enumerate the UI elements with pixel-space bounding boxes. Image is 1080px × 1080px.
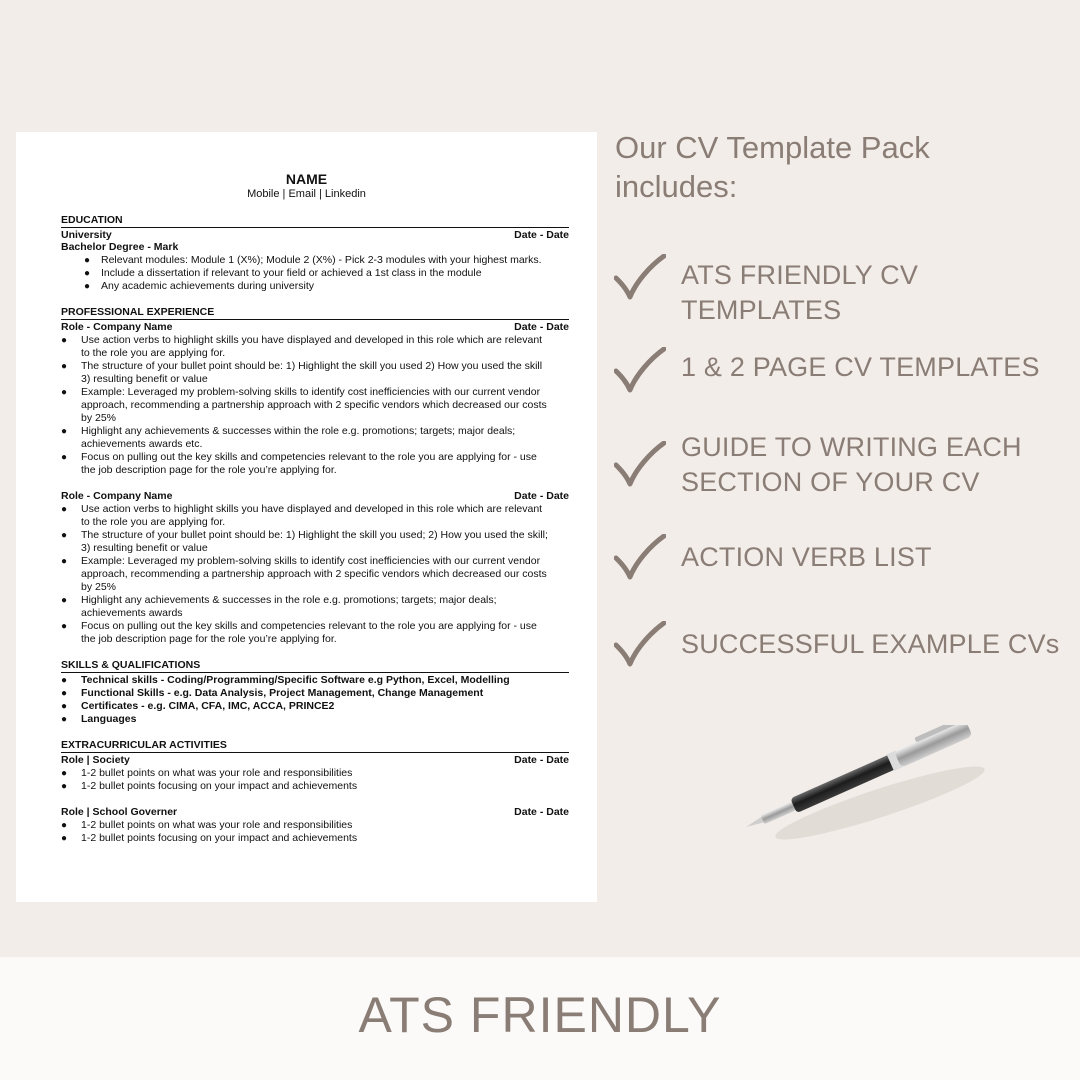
list-item: Highlight any achievements & successes within the role e.g. promotions; targets; major deals;	[81, 425, 516, 437]
list-item: the job description page for the role you’re applying for.	[81, 464, 337, 476]
list-item: Relevant modules: Module 1 (X%); Module 2 (X%) - Pick 2-3 modules with your highest marks.	[101, 254, 542, 266]
skills-heading: SKILLS & QUALIFICATIONS	[61, 659, 569, 673]
role-date: Date - Date	[514, 321, 569, 333]
university-label: University	[61, 229, 112, 241]
list-item: 1-2 bullet points focusing on your impact and achievements	[81, 780, 358, 792]
education-heading: EDUCATION	[61, 214, 569, 228]
check-icon	[614, 621, 666, 667]
list-item: Focus on pulling out the key skills and competencies relevant to the role you are applying for - use	[81, 451, 537, 463]
pack-item-guide-line1: GUIDE TO WRITING EACH	[681, 432, 1022, 462]
list-item: to the role you are applying for.	[81, 516, 226, 528]
banner-title: ATS FRIENDLY	[358, 987, 722, 1043]
list-item: Use action verbs to highlight skills you have displayed and developed in this role which are relevant	[81, 334, 543, 346]
extracurricular-role-row	[61, 754, 569, 767]
list-item: achievements awards	[81, 607, 183, 619]
experience-role-row	[61, 321, 569, 334]
list-item: Functional Skills - e.g. Data Analysis, Project Management, Change Management	[81, 687, 484, 699]
experience-heading: PROFESSIONAL EXPERIENCE	[61, 306, 569, 320]
list-item: Technical skills - Coding/Programming/Specific Software e.g Python, Excel, Modelling	[81, 674, 510, 686]
pack-item-verbs: ACTION VERB LIST	[681, 542, 932, 572]
pack-item-examples: SUCCESSFUL EXAMPLE CVs	[681, 629, 1060, 659]
pack-item-ats: ATS FRIENDLY CV TEMPLATES	[681, 260, 919, 325]
education-date: Date - Date	[514, 229, 569, 241]
list-item: The structure of your bullet point should be: 1) Highlight the skill you used; 2) How you used the skill;	[81, 529, 548, 541]
role-title: Role | Society	[61, 754, 130, 766]
check-icon	[614, 254, 666, 300]
degree-label: Bachelor Degree - Mark	[61, 241, 179, 253]
check-icon	[614, 347, 666, 393]
cv-document: NAME Mobile | Email | Linkedin EDUCATION University Date - Date Bachelor Degree - Mark ● Relevant modules: Module 1 (X%); Module 2 (X%) - Pick 2-3 modules with your highest marks. ● Include a dissertation if relevant to your field or achieved a 1st class in the module ● Any academic achievements during university PROFESSIONAL EXPERIENCE Role - Company Name Date - Date ● Use action verbs to highlight skills you have displayed and developed in this role which are relevant to the role you are applying for. ● The structure of your bullet point should be: 1) Highlight the skill you used 2) How you used the skill 3) resulting benefit or value ● Example: Leveraged my problem-solving skills to identify cost inefficiencies with our current vendor approach, recommending a partnership approach with 2 specific vendors which decreased our costs by 25% ● Highlight any achievements & successes within the role e.g. promotions; targets; major deals; achievements awards etc. ● Focus on pulling out the key skills and competencies relevant to the role you are applying for - use the job description page for the role you’re applying for. Role - Company Name Date - Date ● Use action verbs to highlight skills you have displayed and developed in this role which are relevant to the role you are applying for. ● The structure of your bullet point should be: 1) Highlight the skill you used; 2) How you used the skill; 3) resulting benefit or value ● Example: Leveraged my problem-solving skills to identify cost inefficiencies with our current vendor approach, recommending a partnership approach with 2 specific vendors which decreased our costs by 25% ● Highlight any achievements & successes in the role e.g. promotions; targets; major deals; achievements awards ● Focus on pulling out the key skills and competencies relevant to the role you are applying for - use the job description page for the role you’re applying for. SKILLS & QUALIFICATIONS ● Technical skills - Coding/Programming/Specific Software e.g Python, Excel, Modelling ● Functional Skills - e.g. Data Analysis, Project Management, Change Management ● Certificates - e.g. CIMA, CFA, IMC, ACCA, PRINCE2 ● Languages EXTRACURRICULAR ACTIVITIES Role | Society Date - Date ● 1-2 bullet points on what was your role and responsibilities ● 1-2 bullet points focusing on your impact and achievements Role | School Governer Date - Date ● 1-2 bullet points on what was your role and responsibilities ● 1-2 bullet points focusing on your impact and achievements	[16, 132, 597, 902]
list-item: Use action verbs to highlight skills you have displayed and developed in this role which are relevant	[81, 503, 543, 515]
list-item: Example: Leveraged my problem-solving skills to identify cost inefficiencies with our current vendor	[81, 386, 541, 398]
role-date: Date - Date	[514, 754, 569, 766]
list-item: approach, recommending a partnership approach with 2 specific vendors which decreased our costs	[81, 568, 547, 580]
list-item: Languages	[81, 713, 137, 725]
list-item: to the role you are applying for.	[81, 347, 226, 359]
check-icon	[614, 534, 666, 580]
pack-item-guide-line2: SECTION OF YOUR CV	[681, 467, 980, 497]
experience-role-row	[61, 490, 569, 503]
list-item: 1-2 bullet points focusing on your impact and achievements	[81, 832, 358, 844]
list-item: Any academic achievements during university	[101, 280, 315, 292]
list-item: by 25%	[81, 412, 117, 424]
list-item: the job description page for the role you’re applying for.	[81, 633, 337, 645]
role-title: Role | School Governer	[61, 806, 178, 818]
extracurricular-heading: EXTRACURRICULAR ACTIVITIES	[61, 739, 569, 753]
bottom-banner	[0, 957, 1080, 1080]
list-item: by 25%	[81, 581, 117, 593]
role-title: Role - Company Name	[61, 490, 173, 502]
pack-heading	[615, 128, 1055, 206]
list-item: The structure of your bullet point should be: 1) Highlight the skill you used 2) How you used the skill	[81, 360, 543, 372]
list-item: 3) resulting benefit or value	[81, 373, 208, 385]
list-item: 3) resulting benefit or value	[81, 542, 208, 554]
list-item: achievements awards etc.	[81, 438, 203, 450]
list-item: Highlight any achievements & successes in the role e.g. promotions; targets; major deals;	[81, 594, 497, 606]
cv-contact: Mobile | Email | Linkedin	[247, 188, 366, 200]
pack-heading-line1: Our CV Template Pack	[615, 130, 930, 165]
list-item: Certificates - e.g. CIMA, CFA, IMC, ACCA, PRINCE2	[81, 700, 335, 712]
extracurricular-role-row	[61, 806, 569, 819]
pack-heading-line2: includes:	[615, 169, 738, 204]
list-item: Focus on pulling out the key skills and competencies relevant to the role you are applying for - use	[81, 620, 537, 632]
list-item: 1-2 bullet points on what was your role and responsibilities	[81, 819, 353, 831]
cv-name: NAME	[285, 171, 328, 187]
list-item: 1-2 bullet points on what was your role and responsibilities	[81, 767, 353, 779]
pen-icon	[740, 725, 1000, 845]
list-item: Include a dissertation if relevant to your field or achieved a 1st class in the module	[101, 267, 482, 279]
role-date: Date - Date	[514, 806, 569, 818]
check-icon	[614, 441, 666, 487]
list-item: approach, recommending a partnership approach with 2 specific vendors which decreased our costs	[81, 399, 547, 411]
pack-item-pages: 1 & 2 PAGE CV TEMPLATES	[681, 352, 1040, 382]
role-date: Date - Date	[514, 490, 569, 502]
list-item: Example: Leveraged my problem-solving skills to identify cost inefficiencies with our current vendor	[81, 555, 541, 567]
role-title: Role - Company Name	[61, 321, 173, 333]
